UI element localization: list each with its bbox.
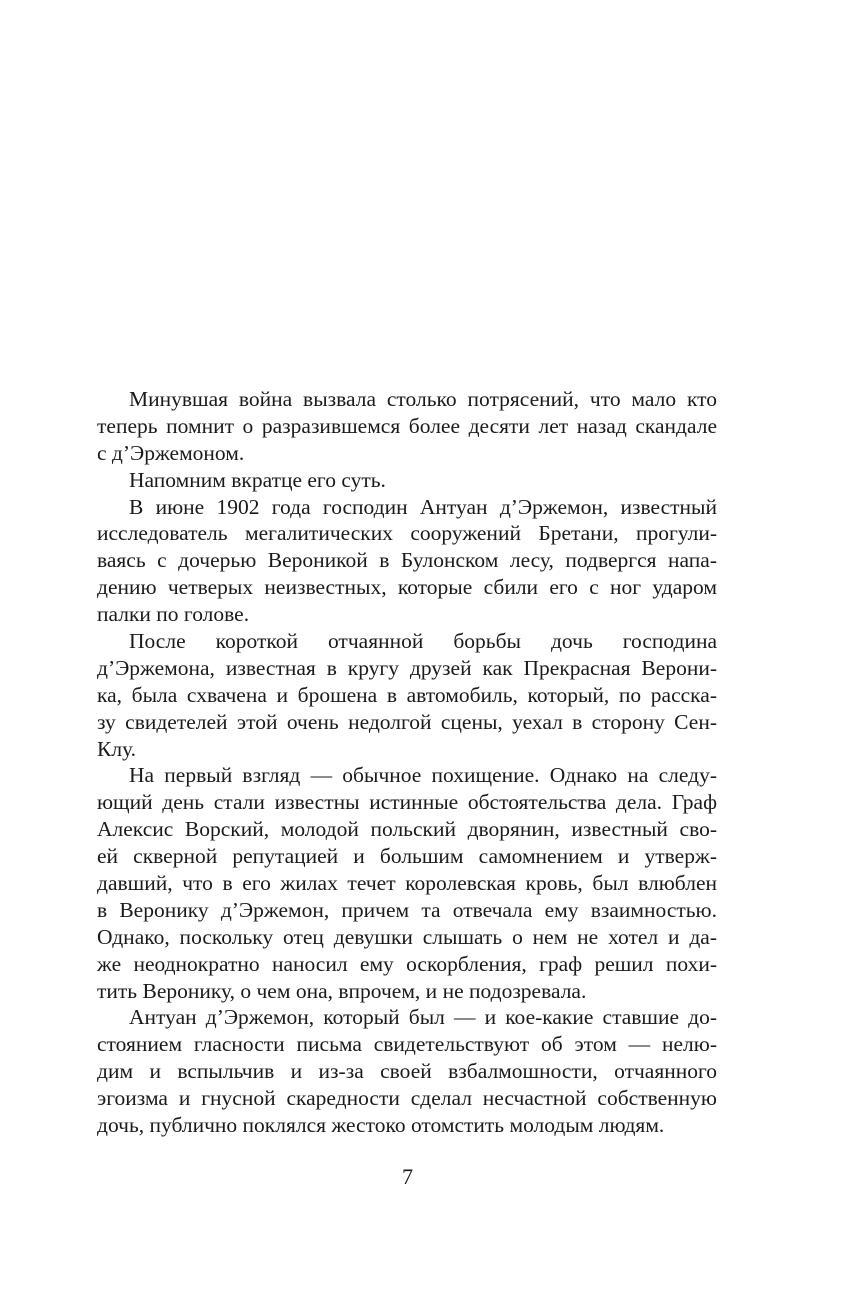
text-line: Минувшая война вызвала столько потрясений, что мало кто (129, 387, 717, 411)
text-line: эгоизма и гнусной скаредности сделал несчастной собственную (97, 1086, 717, 1111)
text-line: в Веронику д’Эржемон, причем та отвечала ему взаимностью. (97, 897, 717, 922)
text-line: ющий день стали известны истинные обстоятельства дела. Граф (97, 790, 717, 815)
text-line: Клу. (97, 736, 137, 761)
text-line: же неоднократно наносил ему оскорбления, граф решил похи- (97, 951, 717, 976)
text-line: стоянием гласности письма свидетельствуют об этом — нелю- (97, 1032, 717, 1057)
paragraph (97, 628, 717, 762)
text-line: ваясь с дочерью Вероникой в Булонском лесу, подвергся напа- (97, 548, 717, 573)
text-line: с д’Эржемоном. (97, 440, 245, 465)
paragraph (97, 386, 717, 467)
text-line: Алексис Ворский, молодой польский дворянин, известный сво- (97, 817, 717, 842)
text-line: ей скверной репутацией и большим самомнением и утверж- (97, 844, 717, 869)
text-line: зу свидетелей этой очень недолгой сцены, уехал в сторону Сен- (97, 709, 717, 734)
text-line: В июне 1902 года господин Антуан д’Эржемон, известный (129, 494, 717, 519)
text-line: дим и вспыльчив и из-за своей взбалмошности, отчаянного (97, 1059, 717, 1084)
text-line: После короткой отчаянной борьбы дочь господина (129, 629, 717, 654)
text-line: На первый взгляд — обычное похищение. Однако на следу- (129, 763, 717, 788)
text-line: дочь, публично поклялся жестоко отомстить молодым людям. (97, 1113, 665, 1138)
body-text (97, 386, 717, 1139)
text-line: палки по голове. (97, 602, 250, 627)
paragraph (97, 762, 717, 1004)
paragraph (97, 494, 717, 628)
text-line: теперь помнит о разразившемся более десяти лет назад скандале (97, 413, 717, 438)
paragraph (97, 1004, 717, 1138)
text-line: исследователь мегалитических сооружений Бретани, прогули- (97, 521, 717, 546)
text-line: Антуан д’Эржемон, который был — и кое-какие ставшие до- (129, 1005, 717, 1030)
text-line: д’Эржемона, известная в кругу друзей как Прекрасная Верони- (97, 655, 717, 680)
text-line: ка, была схвачена и брошена в автомобиль, который, по расска- (97, 682, 717, 707)
paragraph (97, 467, 717, 494)
text-line: тить Веронику, о чем она, впрочем, и не подозревала. (97, 978, 587, 1003)
text-line: Напомним вкратце его суть. (129, 467, 386, 492)
page-number: 7 (402, 1164, 413, 1189)
text-line: Однако, поскольку отец девушки слышать о нем не хотел и да- (97, 924, 717, 949)
text-line: дению четверых неизвестных, которые сбили его с ног ударом (97, 575, 717, 600)
text-line: давший, что в его жилах течет королевская кровь, был влюблен (97, 871, 717, 896)
